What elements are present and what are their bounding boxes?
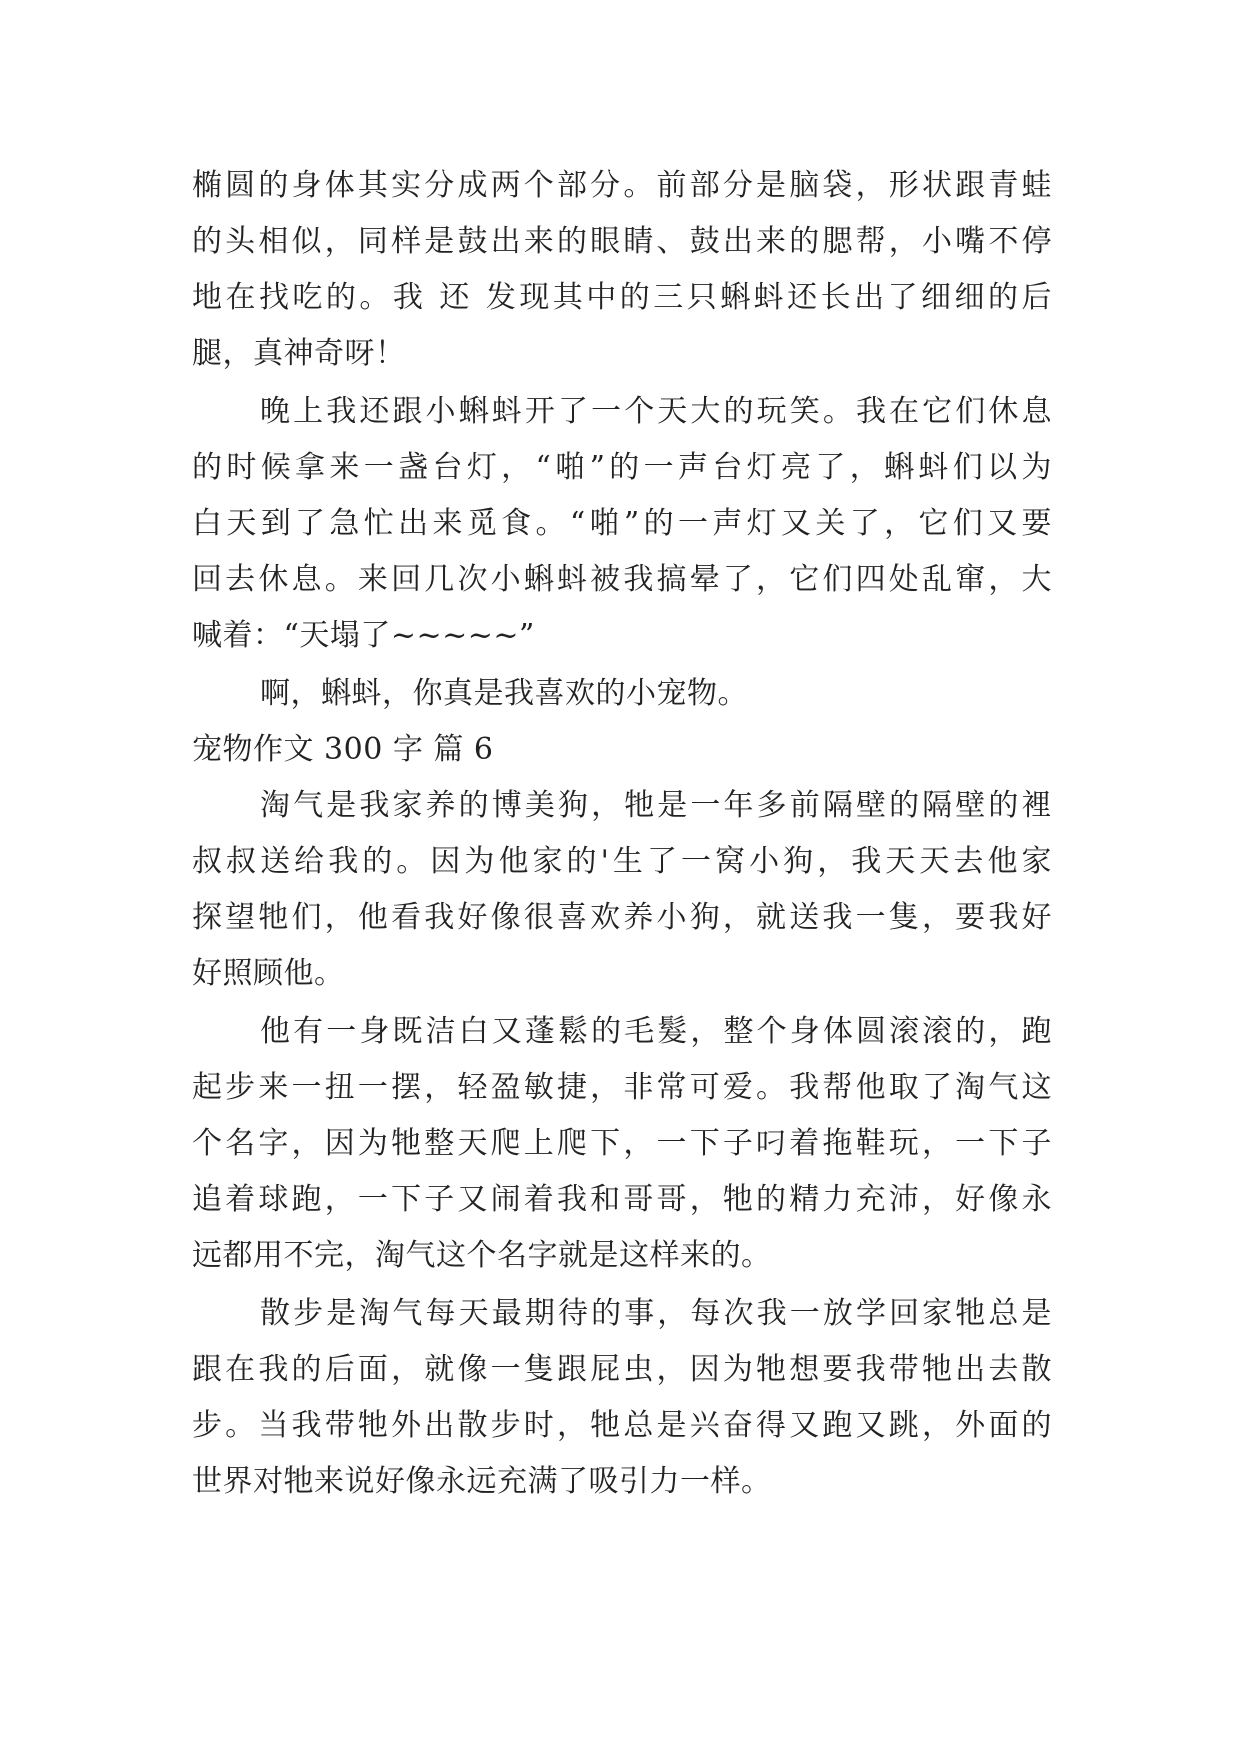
text-line: 世界对牠来说好像永远充满了吸引力一样。 — [192, 1464, 772, 1499]
text-line: 步。当我带牠外出散步时，牠总是兴奋得又跑又跳，外面的 — [192, 1408, 1052, 1443]
text-line: 晚上我还跟小蝌蚪开了一个天大的玩笑。我在它们休息 — [260, 394, 1052, 429]
text-line: 个名字，因为牠整天爬上爬下，一下子叼着拖鞋玩，一下子 — [192, 1126, 1052, 1161]
text-line: 地在找吃的。我 还 发现其中的三只蝌蚪还长出了细细的后 — [192, 280, 1052, 315]
text-line: 散步是淘气每天最期待的事，每次我一放学回家牠总是 — [260, 1296, 1052, 1331]
text-line: 叔叔送给我的。因为他家的'生了一窝小狗，我天天去他家 — [192, 844, 1052, 879]
text-line: 的头相似，同样是鼓出来的眼睛、鼓出来的腮帮，小嘴不停 — [192, 224, 1052, 259]
paragraph-5 — [192, 1004, 1052, 1284]
paragraph-1 — [192, 158, 1052, 382]
text-line: 探望牠们，他看我好像很喜欢养小狗，就送我一隻，要我好 — [192, 900, 1052, 935]
text-line: 追着球跑，一下子又闹着我和哥哥，牠的精力充沛，好像永 — [192, 1182, 1052, 1217]
paragraph-3 — [192, 666, 1052, 722]
text-line: 腿，真神奇呀！ — [192, 336, 406, 371]
section-heading: 宠物作文 300 字 篇 6 — [192, 732, 494, 767]
text-line: 好照顾他。 — [192, 956, 345, 991]
text-line: 起步来一扭一摆，轻盈敏捷，非常可爱。我帮他取了淘气这 — [192, 1070, 1052, 1105]
paragraph-4 — [192, 778, 1052, 1002]
text-line: 远都用不完，淘气这个名字就是这样来的。 — [192, 1238, 772, 1273]
document-body — [192, 158, 1052, 1510]
text-line: 他有一身既洁白又蓬鬆的毛髮，整个身体圆滚滚的，跑 — [260, 1014, 1052, 1049]
text-line: 白天到了急忙出来觅食。“啪”的一声灯又关了，它们又要 — [192, 506, 1052, 541]
text-line: 跟在我的后面，就像一隻跟屁虫，因为牠想要我带牠出去散 — [192, 1352, 1052, 1387]
text-line: 淘气是我家养的博美狗，牠是一年多前隔壁的隔壁的裡 — [260, 788, 1052, 823]
text-line: 啊，蝌蚪，你真是我喜欢的小宠物。 — [260, 676, 748, 711]
text-line: 喊着：“天塌了~~~~~” — [192, 618, 535, 653]
text-line: 回去休息。来回几次小蝌蚪被我搞晕了，它们四处乱窜，大 — [192, 562, 1052, 597]
text-line: 椭圆的身体其实分成两个部分。前部分是脑袋，形状跟青蛙 — [192, 168, 1052, 203]
text-line: 的时候拿来一盏台灯，“啪”的一声台灯亮了，蝌蚪们以为 — [192, 450, 1052, 485]
paragraph-6 — [192, 1286, 1052, 1510]
paragraph-2 — [192, 384, 1052, 664]
